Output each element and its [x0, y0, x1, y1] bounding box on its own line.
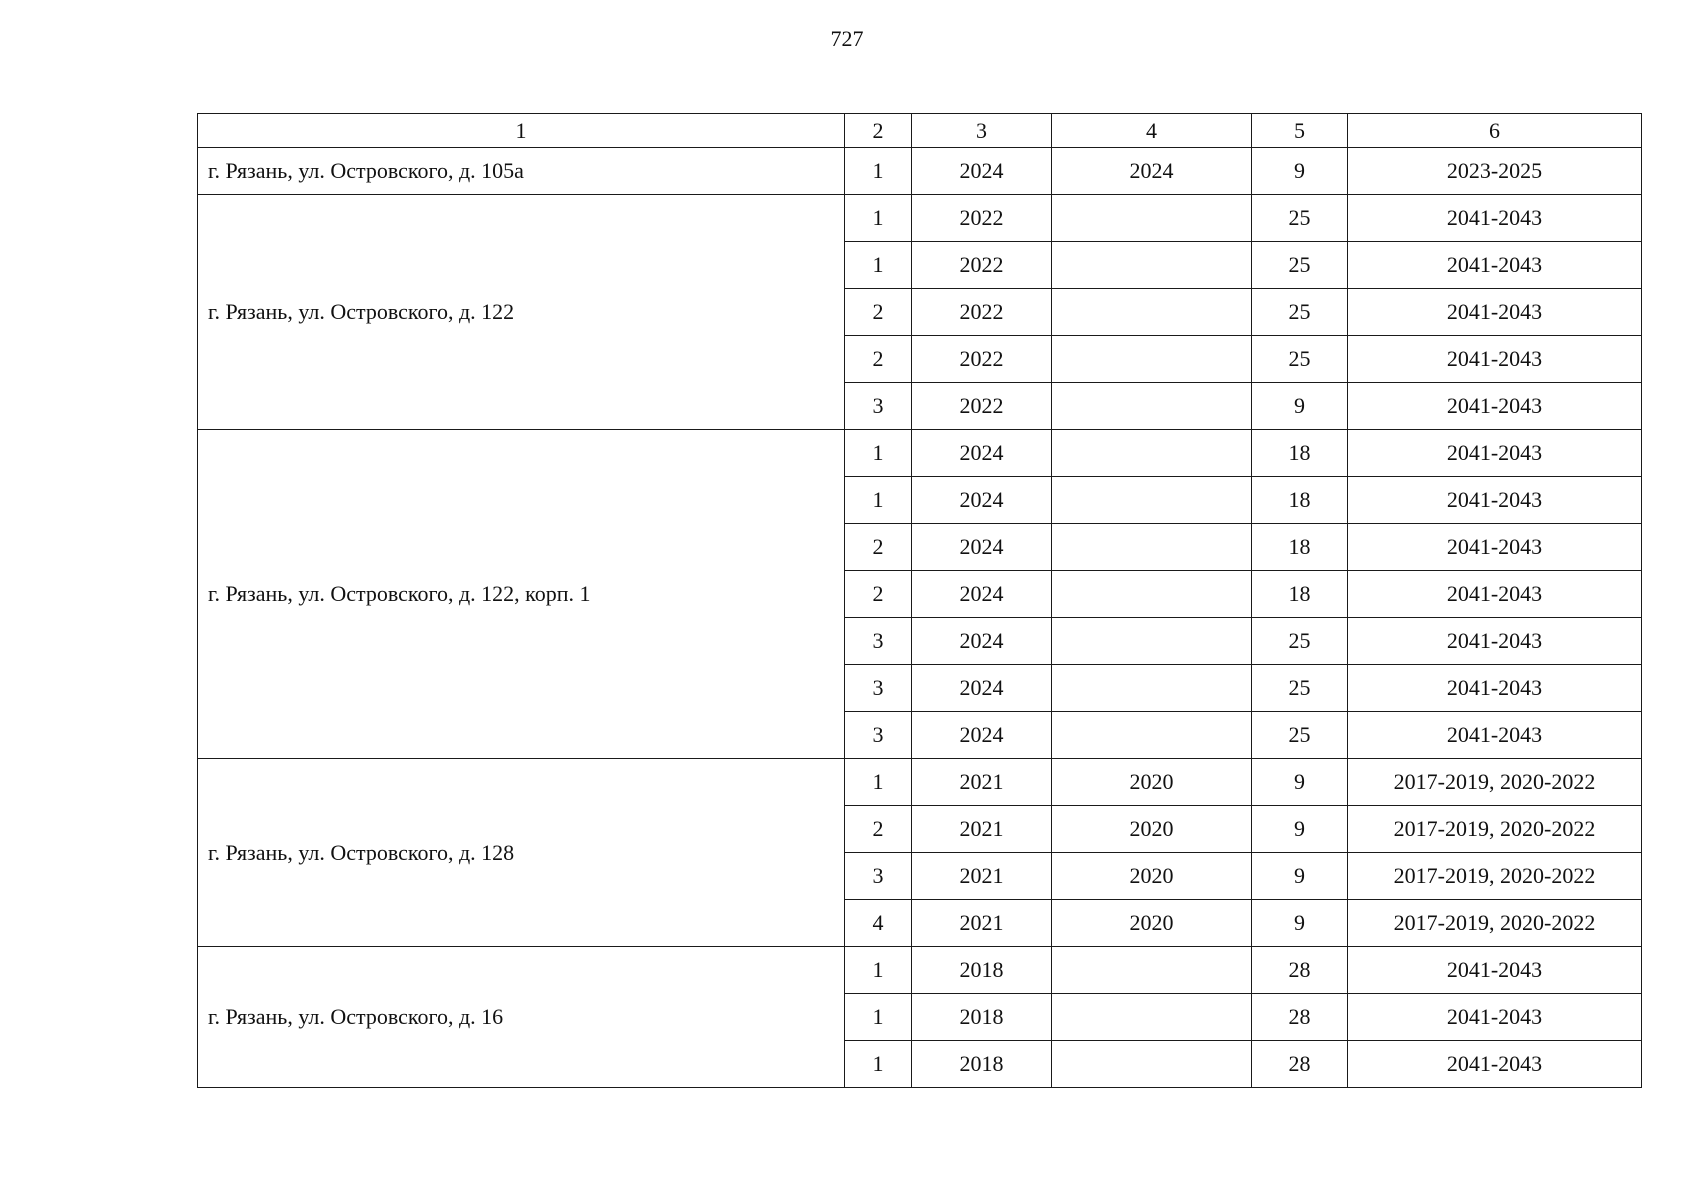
table-cell: 1	[845, 759, 912, 806]
table-cell: 2022	[912, 336, 1052, 383]
table-cell: 18	[1252, 524, 1348, 571]
table-cell: 4	[845, 900, 912, 947]
table-row	[198, 148, 1642, 195]
table-cell	[1052, 618, 1252, 665]
table-cell: 2020	[1052, 759, 1252, 806]
table-cell	[1052, 1041, 1252, 1088]
header-row	[198, 114, 1642, 148]
column-header: 3	[912, 114, 1052, 148]
address-cell: г. Рязань, ул. Островского, д. 122, корп. 1	[198, 430, 845, 759]
table-cell: 2024	[912, 571, 1052, 618]
table-cell: 2021	[912, 806, 1052, 853]
table-cell: 3	[845, 853, 912, 900]
table-cell	[1052, 242, 1252, 289]
table-cell: 2021	[912, 853, 1052, 900]
table-cell: 9	[1252, 806, 1348, 853]
table-cell: 18	[1252, 477, 1348, 524]
table-row	[198, 759, 1642, 806]
table-cell: 2024	[912, 477, 1052, 524]
table-cell	[1052, 430, 1252, 477]
table-cell: 2024	[912, 524, 1052, 571]
table-cell: 2020	[1052, 806, 1252, 853]
table-cell	[1052, 336, 1252, 383]
address-cell: г. Рязань, ул. Островского, д. 122	[198, 195, 845, 430]
table-body	[198, 114, 1642, 1088]
table-cell: 2020	[1052, 853, 1252, 900]
table-cell: 25	[1252, 618, 1348, 665]
table-cell: 2022	[912, 195, 1052, 242]
table-cell: 3	[845, 665, 912, 712]
table-cell: 2	[845, 336, 912, 383]
table-cell: 9	[1252, 759, 1348, 806]
table-cell: 1	[845, 430, 912, 477]
address-cell: г. Рязань, ул. Островского, д. 105а	[198, 148, 845, 195]
table-cell: 1	[845, 1041, 912, 1088]
table-cell: 25	[1252, 289, 1348, 336]
table-row	[198, 195, 1642, 242]
table-cell	[1052, 195, 1252, 242]
table-cell: 2041-2043	[1348, 336, 1642, 383]
table-cell: 2021	[912, 759, 1052, 806]
table-cell: 2017-2019, 2020-2022	[1348, 900, 1642, 947]
table-cell: 2020	[1052, 900, 1252, 947]
table-cell: 2024	[912, 430, 1052, 477]
table-cell: 28	[1252, 1041, 1348, 1088]
table-cell: 1	[845, 477, 912, 524]
table-cell: 2022	[912, 242, 1052, 289]
table-cell: 25	[1252, 242, 1348, 289]
table-cell: 2024	[912, 712, 1052, 759]
table-cell	[1052, 477, 1252, 524]
table-cell: 2041-2043	[1348, 571, 1642, 618]
table-row	[198, 430, 1642, 477]
table-cell: 28	[1252, 947, 1348, 994]
address-cell: г. Рязань, ул. Островского, д. 128	[198, 759, 845, 947]
table-cell: 2017-2019, 2020-2022	[1348, 853, 1642, 900]
table-cell: 2017-2019, 2020-2022	[1348, 806, 1642, 853]
schedule-table	[197, 113, 1642, 1088]
table-cell	[1052, 524, 1252, 571]
table-cell: 2018	[912, 1041, 1052, 1088]
table-cell	[1052, 947, 1252, 994]
table-cell: 25	[1252, 712, 1348, 759]
table-cell: 28	[1252, 994, 1348, 1041]
table-cell	[1052, 571, 1252, 618]
table-cell: 2022	[912, 383, 1052, 430]
table-cell: 9	[1252, 900, 1348, 947]
table-cell: 25	[1252, 195, 1348, 242]
column-header: 6	[1348, 114, 1642, 148]
table-cell: 2041-2043	[1348, 524, 1642, 571]
table-cell: 2018	[912, 994, 1052, 1041]
table-cell: 2022	[912, 289, 1052, 336]
page-number: 727	[830, 26, 864, 51]
table-cell: 2023-2025	[1348, 148, 1642, 195]
table-cell	[1052, 994, 1252, 1041]
table-cell: 3	[845, 383, 912, 430]
column-header: 2	[845, 114, 912, 148]
table-cell: 2	[845, 571, 912, 618]
table-cell: 1	[845, 947, 912, 994]
table-cell: 2	[845, 524, 912, 571]
table-cell: 3	[845, 712, 912, 759]
table-cell: 2024	[912, 148, 1052, 195]
table-cell: 9	[1252, 383, 1348, 430]
table-cell	[1052, 712, 1252, 759]
table-cell: 2041-2043	[1348, 242, 1642, 289]
table-cell: 2041-2043	[1348, 947, 1642, 994]
table-cell: 18	[1252, 571, 1348, 618]
table-cell: 2041-2043	[1348, 712, 1642, 759]
table-cell: 3	[845, 618, 912, 665]
table-cell: 1	[845, 148, 912, 195]
table-cell: 2041-2043	[1348, 289, 1642, 336]
column-header: 1	[198, 114, 845, 148]
table-cell: 1	[845, 994, 912, 1041]
table-cell: 2017-2019, 2020-2022	[1348, 759, 1642, 806]
table-cell: 2041-2043	[1348, 430, 1642, 477]
table-cell: 2041-2043	[1348, 665, 1642, 712]
table-cell: 2041-2043	[1348, 195, 1642, 242]
table-cell	[1052, 289, 1252, 336]
table-cell: 18	[1252, 430, 1348, 477]
table-cell: 2041-2043	[1348, 994, 1642, 1041]
table-cell: 9	[1252, 853, 1348, 900]
table-cell	[1052, 665, 1252, 712]
table-cell: 9	[1252, 148, 1348, 195]
table-cell: 2024	[1052, 148, 1252, 195]
table-cell: 2021	[912, 900, 1052, 947]
address-cell: г. Рязань, ул. Островского, д. 16	[198, 947, 845, 1088]
table-cell: 2024	[912, 618, 1052, 665]
table-cell	[1052, 383, 1252, 430]
table-row	[198, 947, 1642, 994]
table-cell: 2041-2043	[1348, 618, 1642, 665]
column-header: 5	[1252, 114, 1348, 148]
table-cell: 2018	[912, 947, 1052, 994]
table-cell: 25	[1252, 336, 1348, 383]
table-cell: 2	[845, 289, 912, 336]
table-cell: 1	[845, 242, 912, 289]
table-cell: 2024	[912, 665, 1052, 712]
table-cell: 2041-2043	[1348, 1041, 1642, 1088]
table-cell: 2	[845, 806, 912, 853]
table-cell: 25	[1252, 665, 1348, 712]
column-header: 4	[1052, 114, 1252, 148]
table-cell: 2041-2043	[1348, 383, 1642, 430]
table-cell: 1	[845, 195, 912, 242]
table-cell: 2041-2043	[1348, 477, 1642, 524]
